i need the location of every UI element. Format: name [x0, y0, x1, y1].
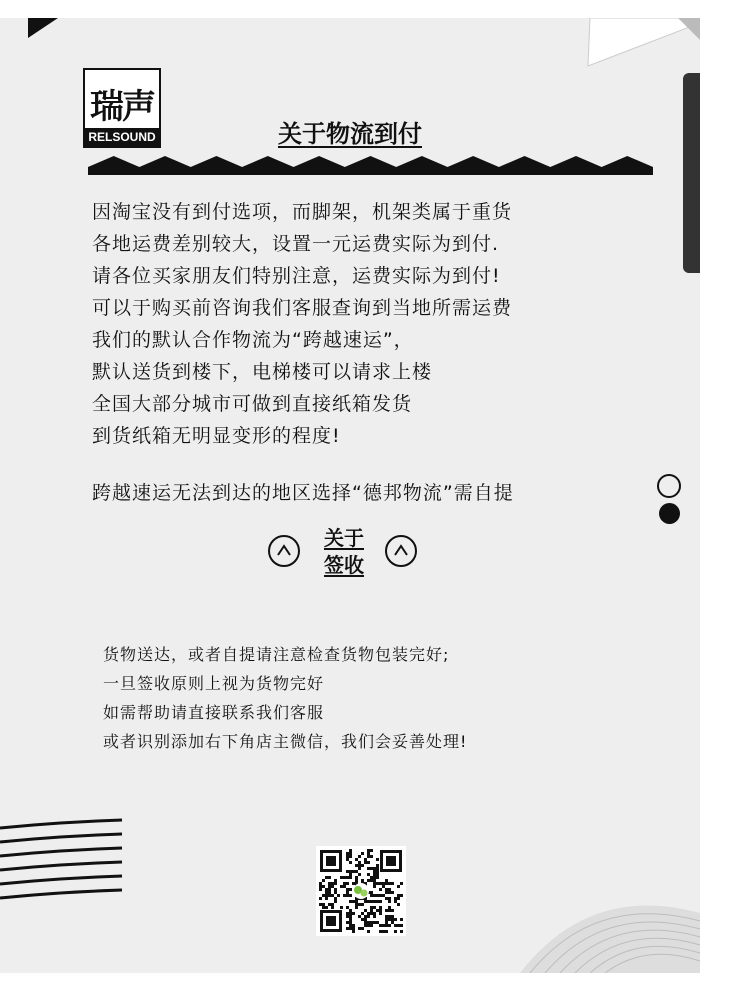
body-line: 各地运费差别较大，设置一元运费实际为到付.: [92, 233, 500, 255]
note-line: 货物送达，或者自提请注意检查货物包装完好;: [103, 645, 450, 664]
body-line: 默认送货到楼下，电梯楼可以请求上楼: [92, 361, 433, 383]
page-background: [0, 18, 700, 973]
corner-triangle-decoration: [28, 18, 58, 38]
logistics-text-block: [92, 196, 652, 452]
delivery-notes: [103, 640, 467, 756]
chevron-up-icon: [385, 535, 417, 567]
swirl-decoration: [510, 893, 700, 973]
open-circle-decoration: [657, 474, 681, 498]
side-tab-decoration: [683, 73, 700, 273]
stripes-decoration: [0, 816, 130, 911]
note-line: 如需帮助请直接联系我们客服: [103, 703, 325, 722]
body-line: 因淘宝没有到付选项，而脚架，机架类属于重货: [92, 201, 513, 223]
self-pickup-note: 跨越速运无法到达的地区选择“德邦物流”需自提: [92, 482, 514, 504]
sign-section-heading: [268, 523, 418, 583]
body-line: 到货纸箱无明显变形的程度!: [92, 425, 341, 447]
page-title: 关于物流到付: [278, 120, 422, 148]
body-line: 请各位买家朋友们特别注意，运费实际为到付!: [92, 265, 501, 287]
note-line: 一旦签收原则上视为货物完好: [103, 674, 325, 693]
wechat-qr-code[interactable]: [316, 846, 406, 936]
logo-text: RELSOUND: [85, 128, 159, 146]
relsound-logo: [83, 68, 161, 148]
note-line: 或者识别添加右下角店主微信，我们会妥善处理!: [103, 732, 468, 751]
zigzag-divider: [88, 153, 653, 175]
filled-circle-decoration: [659, 503, 680, 524]
body-line: 可以于购买前咨询我们客服查询到当地所需运费: [92, 297, 513, 319]
body-line: 我们的默认合作物流为“跨越速运”，: [92, 329, 414, 351]
sign-heading-line2: 签收: [324, 553, 364, 577]
folded-paper-corner-decoration: [578, 18, 700, 73]
chevron-up-icon: [268, 535, 300, 567]
body-line: 全国大部分城市可做到直接纸箱发货: [92, 393, 413, 415]
sign-heading-line1: 关于: [324, 526, 364, 550]
logo-glyph: 瑞声: [90, 87, 154, 127]
